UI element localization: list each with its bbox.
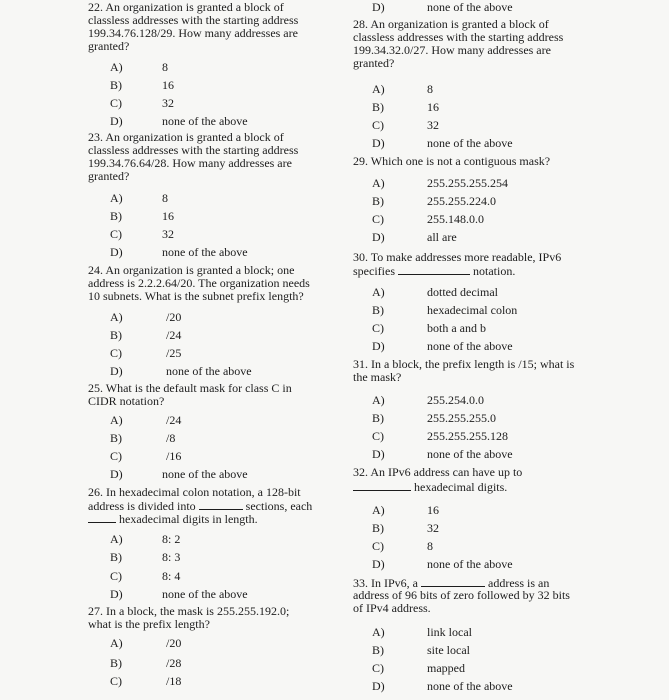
question-23-line: 23. An organization is granted a block of	[88, 130, 284, 144]
option-letter: D)	[110, 114, 123, 128]
option-letter: C)	[110, 227, 122, 241]
question-31-line: the mask?	[353, 370, 402, 384]
answer-blank	[88, 511, 116, 523]
option-letter: B)	[372, 643, 384, 657]
question-33-line: of IPv4 address.	[353, 601, 431, 615]
question-28-line: 199.34.32.0/27. How many addresses are	[353, 43, 551, 57]
option-text: /18	[166, 674, 182, 688]
option-letter: B)	[372, 100, 384, 114]
option-text: /25	[166, 346, 182, 360]
question-25-line: 25. What is the default mask for class C in	[88, 381, 292, 395]
option-letter: C)	[110, 674, 122, 688]
option-letter: B)	[110, 656, 122, 670]
option-text: 8: 2	[162, 532, 181, 546]
option-letter: D)	[372, 230, 385, 244]
option-text: 255.255.224.0	[427, 194, 496, 208]
option-text: /20	[166, 310, 182, 324]
option-text: none of the above	[162, 114, 248, 128]
question-26-line: 26. In hexadecimal colon notation, a 128-bit	[88, 485, 301, 499]
option-letter: A)	[110, 310, 123, 324]
question-32-text: hexadecimal digits.	[414, 480, 508, 494]
option-text: 32	[427, 521, 439, 535]
option-letter: C)	[372, 118, 384, 132]
option-text: 255.255.255.128	[427, 429, 508, 443]
option-letter: B)	[110, 328, 122, 342]
option-text: 8: 4	[162, 569, 181, 583]
answer-blank	[421, 575, 485, 587]
option-letter: B)	[110, 550, 122, 564]
option-letter: A)	[372, 176, 385, 190]
question-24-line: 10 subnets. What is the subnet prefix length?	[88, 289, 304, 303]
option-text: none of the above	[427, 679, 513, 693]
option-text: none of the above	[162, 587, 248, 601]
question-32-line: 32. An IPv6 address can have up to	[353, 465, 523, 479]
question-30-line	[353, 263, 515, 278]
question-22-line: 199.34.76.128/29. How many addresses are	[88, 26, 298, 40]
answer-blank	[353, 479, 411, 491]
option-text: 8	[427, 82, 433, 96]
option-text: 16	[162, 78, 174, 92]
option-text: mapped	[427, 661, 465, 675]
option-text: none of the above	[166, 364, 252, 378]
option-letter: C)	[372, 661, 384, 675]
option-text: 32	[162, 96, 174, 110]
question-22-line: granted?	[88, 39, 130, 53]
option-letter: A)	[372, 285, 385, 299]
option-text: both a and b	[427, 321, 486, 335]
question-27-line: 27. In a block, the mask is 255.255.192.0;	[88, 604, 290, 618]
option-text: none of the above	[427, 136, 513, 150]
question-33-text: 33. In IPv6, a	[353, 576, 418, 590]
option-letter: C)	[110, 449, 122, 463]
question-32-line	[353, 479, 507, 494]
option-letter: A)	[372, 503, 385, 517]
option-text: none of the above	[162, 467, 248, 481]
option-text: 8	[427, 539, 433, 553]
option-text: /28	[166, 656, 182, 670]
option-letter: A)	[372, 82, 385, 96]
option-text: none of the above	[427, 339, 513, 353]
option-text: none of the above	[427, 447, 513, 461]
option-text: 255.148.0.0	[427, 212, 484, 226]
question-30-text: notation.	[472, 264, 516, 278]
answer-blank	[398, 263, 470, 275]
option-letter: C)	[110, 346, 122, 360]
question-33-line: address of 96 bits of zero followed by 32 bits	[353, 588, 570, 602]
option-text: 255.255.255.0	[427, 411, 496, 425]
question-33-text: address is an	[488, 576, 550, 590]
option-text: none of the above	[427, 557, 513, 571]
question-26-text: hexadecimal digits in length.	[119, 512, 258, 526]
question-30-line: 30. To make addresses more readable, IPv6	[353, 250, 562, 264]
option-letter: B)	[110, 209, 122, 223]
option-letter: B)	[372, 521, 384, 535]
option-letter: B)	[110, 78, 122, 92]
question-23-line: granted?	[88, 169, 130, 183]
option-text: 32	[162, 227, 174, 241]
option-text: link local	[427, 625, 472, 639]
option-text: /8	[166, 431, 176, 445]
option-text: 32	[427, 118, 439, 132]
question-26-text: sections, each	[245, 499, 313, 513]
question-25-line: CIDR notation?	[88, 394, 165, 408]
option-text: 8	[162, 60, 168, 74]
option-text: /24	[166, 413, 182, 427]
option-text: 8	[162, 191, 168, 205]
question-29-line: 29. Which one is not a contiguous mask?	[353, 154, 551, 168]
option-letter: A)	[372, 393, 385, 407]
option-letter: C)	[372, 212, 384, 226]
option-text: none of the above	[162, 245, 248, 259]
option-letter: D)	[110, 587, 123, 601]
option-text: /16	[166, 449, 182, 463]
question-27-line: what is the prefix length?	[88, 617, 210, 631]
option-letter: B)	[110, 431, 122, 445]
option-text: dotted decimal	[427, 285, 498, 299]
option-letter: A)	[110, 191, 123, 205]
option-letter: D)	[110, 467, 123, 481]
question-31-line: 31. In a block, the prefix length is /15; what is	[353, 357, 575, 371]
question-26-line	[88, 511, 258, 526]
option-letter: B)	[372, 303, 384, 317]
question-28-line: granted?	[353, 56, 395, 70]
question-30-text: specifies	[353, 264, 395, 278]
option-text: 16	[427, 100, 439, 114]
option-text: site local	[427, 643, 470, 657]
option-text: all are	[427, 230, 457, 244]
option-letter: A)	[110, 636, 123, 650]
option-letter: C)	[372, 539, 384, 553]
option-letter: C)	[372, 321, 384, 335]
option-letter: B)	[372, 194, 384, 208]
question-28-line: 28. An organization is granted a block of	[353, 17, 549, 31]
question-22-line: 22. An organization is granted a block of	[88, 0, 284, 14]
option-text: /24	[166, 328, 182, 342]
question-23-line: classless addresses with the starting address	[88, 143, 299, 157]
option-letter: B)	[372, 411, 384, 425]
option-letter: D)	[372, 447, 385, 461]
option-text: hexadecimal colon	[427, 303, 518, 317]
option-letter: D)	[372, 136, 385, 150]
question-24-line: 24. An organization is granted a block; one	[88, 263, 295, 277]
question-26-text: address is divided into	[88, 499, 196, 513]
option-text: 16	[427, 503, 439, 517]
option-letter: D)	[372, 557, 385, 571]
question-24-line: address is 2.2.2.64/20. The organization needs	[88, 276, 310, 290]
option-letter: A)	[110, 413, 123, 427]
option-text: 8: 3	[162, 550, 181, 564]
option-text: /20	[166, 636, 182, 650]
option-letter: C)	[110, 96, 122, 110]
option-letter: D)	[372, 679, 385, 693]
option-letter: D)	[110, 364, 123, 378]
option-letter: A)	[372, 625, 385, 639]
option-text: none of the above	[427, 0, 513, 14]
answer-blank	[199, 498, 243, 510]
option-letter: C)	[110, 569, 122, 583]
option-letter: C)	[372, 429, 384, 443]
question-22-line: classless addresses with the starting address	[88, 13, 299, 27]
option-text: 255.255.255.254	[427, 176, 508, 190]
option-letter: D)	[372, 0, 385, 14]
question-28-line: classless addresses with the starting address	[353, 30, 564, 44]
option-letter: A)	[110, 60, 123, 74]
option-letter: D)	[372, 339, 385, 353]
option-text: 16	[162, 209, 174, 223]
option-letter: D)	[110, 245, 123, 259]
option-letter: A)	[110, 532, 123, 546]
question-23-line: 199.34.76.64/28. How many addresses are	[88, 156, 292, 170]
option-text: 255.254.0.0	[427, 393, 484, 407]
